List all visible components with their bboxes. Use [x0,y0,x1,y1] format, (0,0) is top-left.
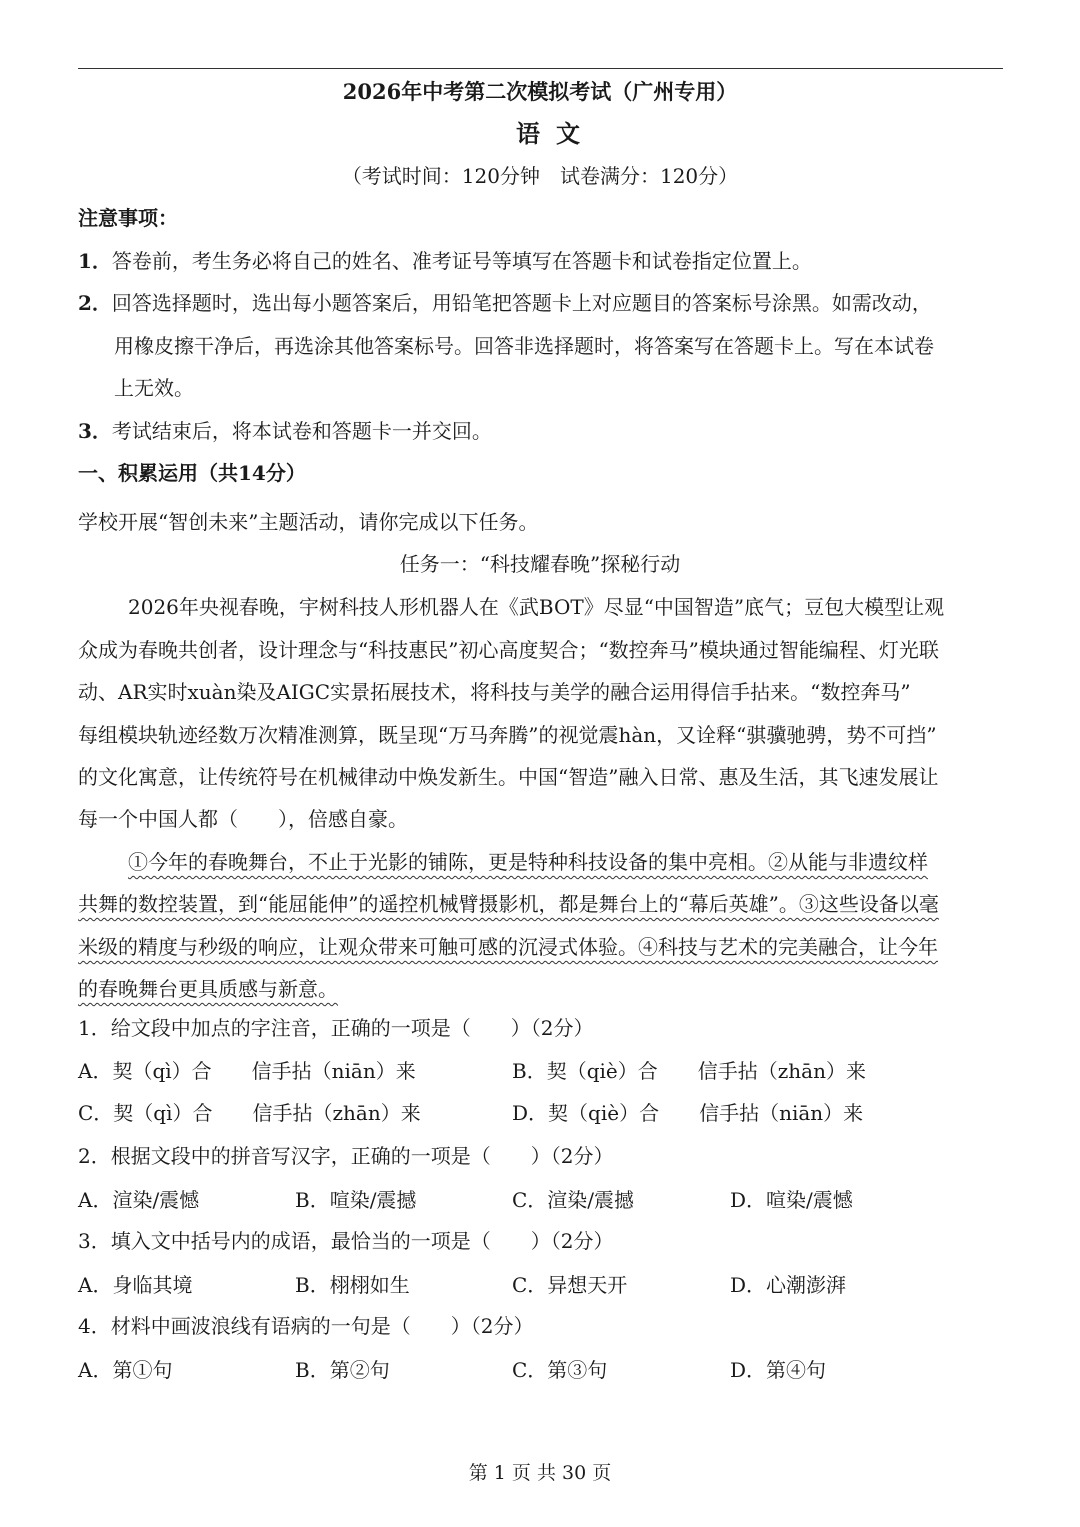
question-option: D．第④句 [730,1358,827,1382]
question-option: C．渲染/震撼 [512,1188,635,1212]
notice-item-2 [78,290,932,316]
question-option: A．契（qì）合 信手拈（niān）来 [78,1059,416,1083]
notice-item-2-cont: 上无效。 [114,376,194,400]
task-title: 任务一：“科技耀春晚”探秘行动 [399,552,681,576]
question-stem: 1．给文段中加点的字注音，正确的一项是（ ）（2分） [78,1016,594,1040]
question-option: A．第①句 [78,1358,173,1382]
wavy-line: 米级的精度与秒级的响应，让观众带来可触可感的沉浸式体验。④科技与艺术的完美融合，让今年 [78,935,938,959]
passage-line: 动、AR实时xuàn染及AIGC实景拓展技术，将科技与美学的融合运用得信手拈来。“数控奔马” [78,680,911,704]
exam-title: 2026年中考第二次模拟考试（广州专用） [342,79,738,104]
passage-line: 的文化寓意，让传统符号在机械律动中焕发新生。中国“智造”融入日常、惠及生活，其飞速发展让 [78,765,939,789]
wavy-line: 共舞的数控装置，到“能屈能伸”的遥控机械臂摄影机，都是舞台上的“幕后英雄”。③这些设备以毫 [78,892,939,916]
notice-item-number: 1． [78,249,112,273]
question-option: B．契（qiè）合 信手拈（zhān）来 [512,1059,866,1083]
question-option: A．身临其境 [78,1273,193,1297]
notice-item-text: 考试结束后，将本试卷和答题卡一并交回。 [111,419,492,443]
notice-item-number: 3． [78,419,112,443]
question-option: D．喧染/震憾 [730,1188,853,1212]
top-rule [78,68,1003,69]
question-stem: 3．填入文中括号内的成语，最恰当的一项是（ ）（2分） [78,1229,614,1253]
notice-item-3 [78,418,492,444]
notice-item-1 [78,248,812,274]
question-option: B．第②句 [295,1358,390,1382]
question-option: C．异想天开 [512,1273,628,1297]
notice-item-2-cont: 用橡皮擦干净后，再选涂其他答案标号。回答非选择题时，将答案写在答题卡上。写在本试卷 [114,334,934,358]
question-option: B．喧染/震撼 [295,1188,417,1212]
question-option: A．渲染/震憾 [78,1188,200,1212]
notice-item-text: 答卷前，考生务必将自己的姓名、准考证号等填写在答题卡和试卷指定位置上。 [111,249,812,273]
subject-title: 语文 [516,119,596,148]
question-stem: 4．材料中画波浪线有语病的一句是（ ）（2分） [78,1314,534,1338]
question-option: B．栩栩如生 [295,1273,410,1297]
question-option: D．心潮澎湃 [730,1273,847,1297]
exam-meta: （考试时间：120分钟 试卷满分：120分） [341,164,739,188]
wavy-line: 的春晚舞台更具质感与新意。 [78,977,338,1001]
passage-line: 每组模块轨迹经数万次精准测算，既呈现“万马奔腾”的视觉震hàn，又诠释“骐骥驰骋，势不可挡” [78,723,937,747]
question-option: C．第③句 [512,1358,608,1382]
page-number: 第 1 页 共 30 页 [468,1462,612,1484]
question-option: D．契（qiè）合 信手拈（niān）来 [512,1101,864,1125]
section-heading: 一、积累运用（共14分） [78,461,306,485]
notice-item-text: 回答选择题时，选出每小题答案后，用铅笔把答题卡上对应题目的答案标号涂黑。如需改动， [111,291,932,315]
section-intro: 学校开展“智创未来”主题活动，请你完成以下任务。 [78,510,539,534]
notice-item-number: 2． [78,291,112,315]
passage-line: 众成为春晚共创者，设计理念与“科技惠民”初心高度契合；“数控奔马”模块通过智能编程、灯光联 [78,638,939,662]
wavy-line: ①今年的春晚舞台，不止于光影的铺陈，更是特种科技设备的集中亮相。②从能与非遗纹样 [128,850,928,874]
question-stem: 2．根据文段中的拼音写汉字，正确的一项是（ ）（2分） [78,1144,614,1168]
passage-line: 2026年央视春晚，宇树科技人形机器人在《武BOT》尽显“中国智造”底气；豆包大模型让观 [128,595,945,619]
notice-heading: 注意事项： [78,206,178,230]
passage-line: 每一个中国人都（ ），倍感自豪。 [78,807,408,831]
question-option: C．契（qì）合 信手拈（zhān）来 [78,1101,421,1125]
